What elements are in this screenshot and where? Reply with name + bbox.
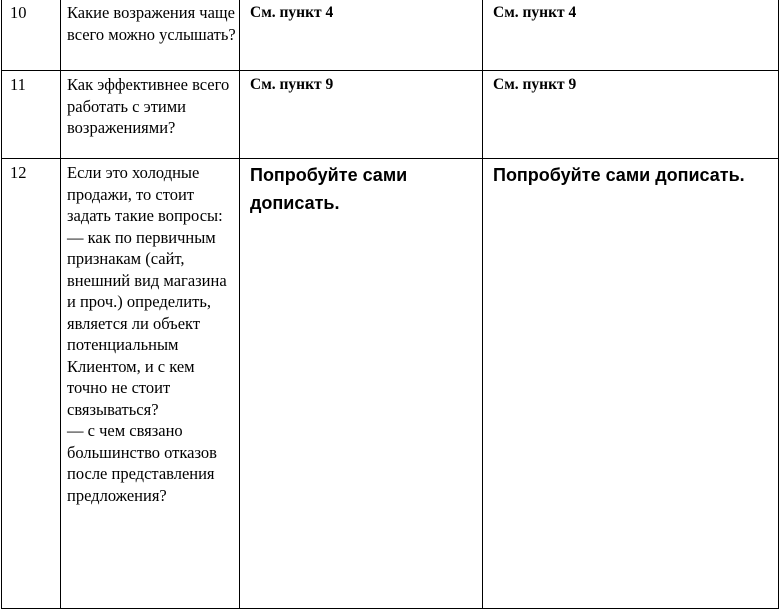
answer-cell-a: См. пункт 9	[240, 71, 483, 159]
row-number: 10	[2, 0, 61, 71]
table-row	[2, 0, 779, 71]
row-number: 12	[2, 159, 61, 609]
table-row	[2, 159, 779, 609]
answer-cell-b: Попробуйте сами дописать.	[483, 159, 779, 609]
answer-cell-b: См. пункт 9	[483, 71, 779, 159]
answer-cell-a: См. пункт 4	[240, 0, 483, 71]
answer-cell-a: Попробуйте сами дописать.	[240, 159, 483, 609]
question-cell: Какие возражения чаще всего можно услышать?	[61, 0, 240, 71]
question-cell: Если это холодные продажи, то стоит задать такие вопросы: — как по первичным признакам (сайт, внешний вид магазина и проч.) определить, является ли объект потенциальным Клиентом, и с кем точно не стоит связываться? — с чем связано большинство отказов после представления предложения?	[61, 159, 240, 609]
table-row	[2, 71, 779, 159]
answer-cell-b: См. пункт 4	[483, 0, 779, 71]
row-number: 11	[2, 71, 61, 159]
question-cell: Как эффективнее всего работать с этими возражениями?	[61, 71, 240, 159]
document-table	[1, 0, 779, 609]
